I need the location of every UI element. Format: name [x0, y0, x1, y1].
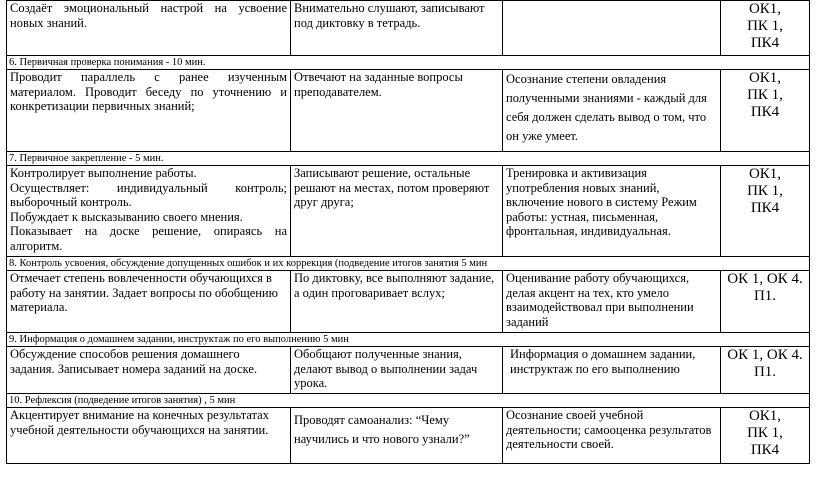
student-activity-cell: Внимательно слушают, записывают под диктовку в тетрадь. [291, 1, 503, 56]
competency-line: ОК1, [748, 408, 782, 424]
section-title: 10. Рефлексия (подведение итогов занятия) , 5 мин [7, 394, 810, 408]
competency-cell [721, 408, 810, 464]
competency-line: ПК4 [750, 442, 780, 458]
competency-line: ПК 1, [747, 183, 783, 199]
teacher-activity-cell: Обсуждение способов решения домашнего задания. Записывает номера заданий на доске. [7, 347, 291, 394]
result-cell: Осознание степени овладения полученными знаниями - каждый для себя должен сделать вывод о том, что он уже умеет. [503, 70, 721, 152]
competency-cell [721, 1, 810, 56]
competency-line: ОК1, [748, 1, 782, 17]
section-row [7, 56, 810, 70]
result-cell: Информация о домашнем задании, инструктаж по его выполнению [503, 347, 721, 394]
competency-line: ПК4 [750, 200, 780, 216]
competency-line: ОК 1, ОК 4. [727, 271, 803, 287]
teacher-activity-cell: Проводит параллель с ранее изученным материалом. Проводит беседу по уточнению и конкретизации первичных знаний; [7, 70, 291, 152]
teacher-activity-cell: Создаёт эмоциональный настрой на усвоение новых знаний. [7, 1, 291, 56]
result-cell: Оценивание работу обучающихся, делая акцент на тех, кто умело взаимодействовал при выполнении заданий [503, 271, 721, 333]
student-activity-cell: Проводят самоанализ: “Чему научились и что нового узнали?” [291, 408, 503, 464]
competency-line: ОК1, [748, 70, 782, 86]
teacher-activity-line: Показывает на доске решение, опираясь на алгоритм. [10, 224, 287, 253]
teacher-activity-line: Побуждает к высказыванию своего мнения. [10, 209, 243, 224]
section-row [7, 152, 810, 166]
competency-line: ПК4 [750, 104, 780, 120]
teacher-activity-cell: Отмечает степень вовлеченности обучающихся в работу на занятии. Задает вопросы по обобщению материала. [7, 271, 291, 333]
section-row [7, 333, 810, 347]
competency-line: ПК 1, [747, 87, 783, 103]
result-cell: Осознание своей учебной деятельности; самооценка результатов деятельности своей. [503, 408, 721, 464]
competency-line: ПК4 [750, 35, 780, 51]
section-title: 9. Информация о домашнем задании, инструктаж по его выполнению 5 мин [7, 333, 810, 347]
competency-cell [721, 347, 810, 394]
table-row [7, 408, 810, 464]
competency-cell [721, 166, 810, 257]
result-cell: Тренировка и активизация употребления новых знаний, включение нового в систему Режим работы: устная, письменная, фронтальная, индивидуальная. [503, 166, 721, 257]
teacher-activity-cell: Акцентирует внимание на конечных результатах учебной деятельности обучающихся на занятии. [7, 408, 291, 464]
teacher-activity-cell [7, 166, 291, 257]
competency-line: П1. [753, 364, 777, 380]
result-cell [503, 1, 721, 56]
section-row [7, 257, 810, 271]
competency-line: ПК 1, [747, 425, 783, 441]
competency-line: ОК 1, ОК 4. [727, 347, 803, 363]
teacher-activity-line: Контролирует выполнение работы. [10, 166, 197, 180]
competency-line: ПК 1, [747, 18, 783, 34]
table-row [7, 271, 810, 333]
competency-line: ОК1, [748, 166, 782, 182]
table-row [7, 1, 810, 56]
teacher-activity-line: Осуществляет: индивидуальный контроль; выборочный контроль. [10, 180, 287, 209]
student-activity-cell: По диктовку, все выполняют задание, а один проговаривает вслух; [291, 271, 503, 333]
section-title: 8. Контроль усвоения, обсуждение допущенных ошибок и их коррекция (подведение итогов занятия 5 мин [7, 257, 810, 271]
table-row [7, 70, 810, 152]
lesson-plan-table [6, 0, 810, 464]
student-activity-cell: Обобщают полученные знания, делают вывод о выполнении задач урока. [291, 347, 503, 394]
student-activity-cell: Записывают решение, остальные решают на местах, потом проверяют друг друга; [291, 166, 503, 257]
table-row [7, 347, 810, 394]
student-activity-cell: Отвечают на заданные вопросы преподавателем. [291, 70, 503, 152]
section-title: 7. Первичное закрепление - 5 мин. [7, 152, 810, 166]
section-row [7, 394, 810, 408]
competency-line: П1. [753, 288, 777, 304]
section-title: 6. Первичная проверка понимания - 10 мин. [7, 56, 810, 70]
table-row [7, 166, 810, 257]
competency-cell [721, 271, 810, 333]
competency-cell [721, 70, 810, 152]
